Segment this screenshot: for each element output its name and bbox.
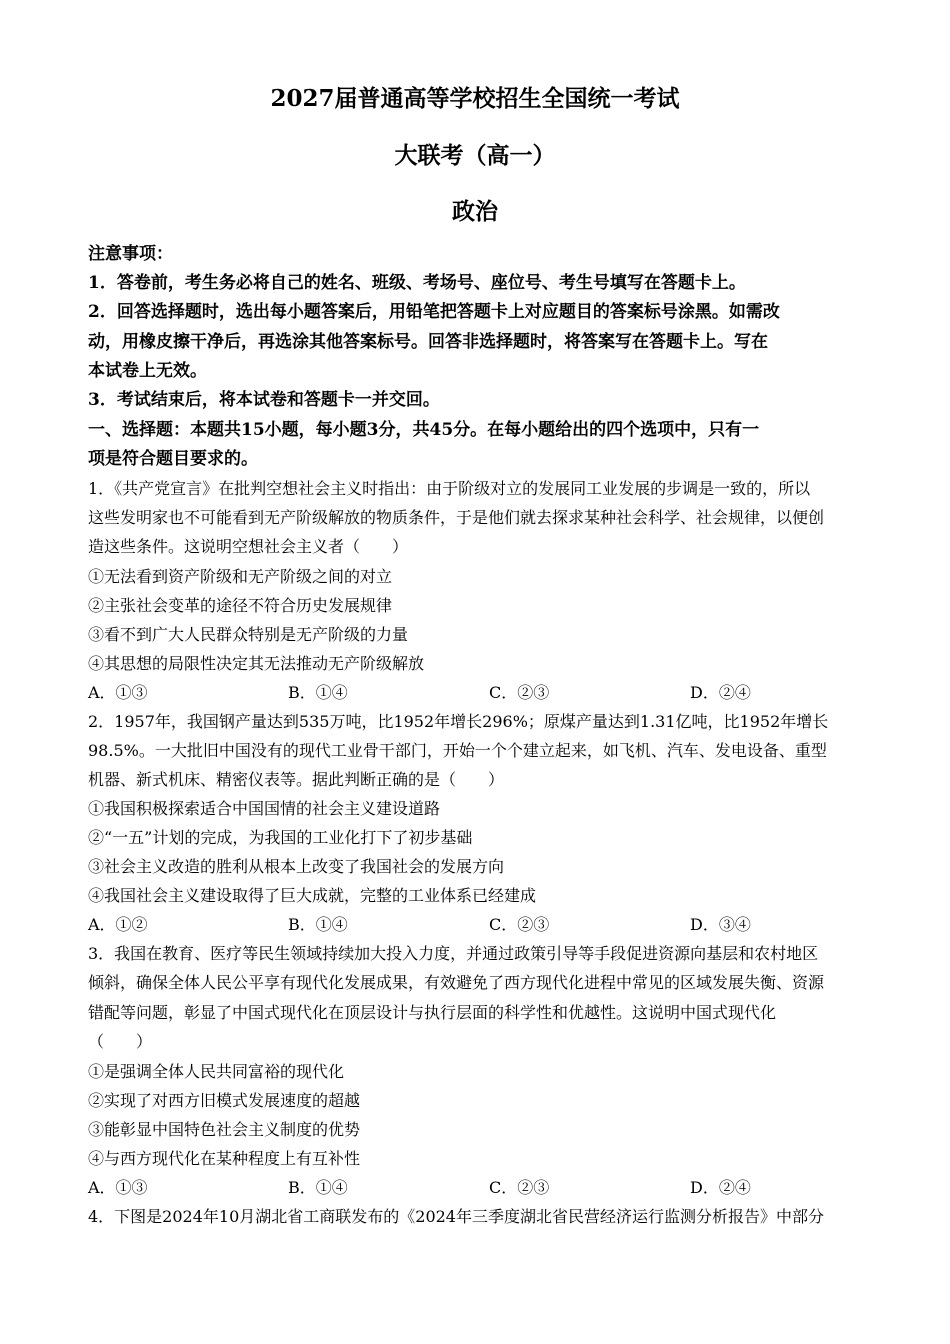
question-1-item: ③看不到广大人民群众特别是无产阶级的力量 [88,625,409,644]
question-3-stem: 错配等问题，彰显了中国式现代化在顶层设计与执行层面的科学性和优越性。这说明中国式现代化 [88,1003,777,1022]
notice-item: 3．考试结束后，将本试卷和答题卡一并交回。 [88,390,440,410]
exam-title: 2027届普通高等学校招生全国统一考试 [270,85,680,112]
notice-item: 动，用橡皮擦干净后，再选涂其他答案标号。回答非选择题时，将答案写在答题卡上。写在 [88,332,768,352]
question-2-option-c: C．②③ [489,915,550,934]
question-3-option-d: D．②④ [690,1178,751,1197]
question-2-stem: 2．1957年，我国钢产量达到535万吨，比1952年增长296%；原煤产量达到1.31亿吨，比1952年增长 [88,712,829,731]
question-3-item: ③能彰显中国特色社会主义制度的优势 [88,1120,361,1139]
question-1-stem: 这些发明家也不可能看到无产阶级解放的物质条件，于是他们就去探求某种社会科学、社会规律，以便创 [88,508,825,527]
question-2-stem: 机器、新式机床、精密仪表等。据此判断正确的是（ ） [88,770,505,789]
question-3-item: ②实现了对西方旧模式发展速度的超越 [88,1091,361,1110]
notice-item: 2．回答选择题时，选出每小题答案后，用铅笔把答题卡上对应题目的答案标号涂黑。如需改 [88,302,780,322]
question-1-stem: 造这些条件。这说明空想社会主义者（ ） [88,537,409,556]
question-2-option-b: B．①④ [288,915,348,934]
section-heading: 项是符合题目要求的。 [88,449,258,469]
question-2-item: ③社会主义改造的胜利从根本上改变了我国社会的发展方向 [88,857,505,876]
question-1-option-c: C．②③ [489,683,550,702]
question-2-item: ②“一五”计划的完成，为我国的工业化打下了初步基础 [88,828,473,847]
question-1-option-d: D．②④ [690,683,751,702]
question-1-item: ②主张社会变革的途径不符合历史发展规律 [88,596,393,615]
question-3-item: ①是强调全体人民共同富裕的现代化 [88,1062,345,1081]
notice-title: 注意事项： [88,244,173,264]
question-2-item: ①我国积极探索适合中国国情的社会主义建设道路 [88,799,441,818]
question-1-stem: 1．《共产党宣言》在批判空想社会主义时指出：由于阶级对立的发展同工业发展的步调是一致的，所以 [88,479,811,498]
question-3-option-a: A．①③ [88,1178,148,1197]
question-4-stem: 4．下图是2024年10月湖北省工商联发布的《2024年三季度湖北省民营经济运行监测分析报告》中部分 [88,1207,824,1226]
question-3-stem: （ ） [88,1032,153,1051]
question-1-option-b: B．①④ [288,683,348,702]
question-3-stem: 3．我国在教育、医疗等民生领域持续加大投入力度，并通过政策引导等手段促进资源向基层和农村地区 [88,944,819,963]
question-2-stem: 98.5%。一大批旧中国没有的现代工业骨干部门，开始一个个建立起来，如飞机、汽车、发电设备、重型 [88,741,827,760]
notice-item: 1．答卷前，考生务必将自己的姓名、班级、考场号、座位号、考生号填写在答题卡上。 [88,273,746,293]
subject-title: 政治 [452,198,498,225]
question-1-item: ④其思想的局限性决定其无法推动无产阶级解放 [88,654,425,673]
question-2-option-a: A．①② [88,915,148,934]
question-3-option-c: C．②③ [489,1178,550,1197]
exam-subtitle: 大联考（高一） [394,142,556,169]
question-3-option-b: B．①④ [288,1178,348,1197]
section-heading: 一、选择题：本题共15小题，每小题3分，共45分。在每小题给出的四个选项中，只有一 [88,420,760,440]
question-3-stem: 倾斜，确保全体人民公平享有现代化发展成果，有效避免了西方现代化进程中常见的区域发展失衡、资源 [88,973,825,992]
question-2-option-d: D．③④ [690,915,751,934]
notice-item: 本试卷上无效。 [88,361,207,381]
question-2-item: ④我国社会主义建设取得了巨大成就，完整的工业体系已经建成 [88,886,537,905]
question-1-option-a: A．①③ [88,683,148,702]
question-3-item: ④与西方现代化在某种程度上有互补性 [88,1149,361,1168]
question-1-item: ①无法看到资产阶级和无产阶级之间的对立 [88,567,393,586]
